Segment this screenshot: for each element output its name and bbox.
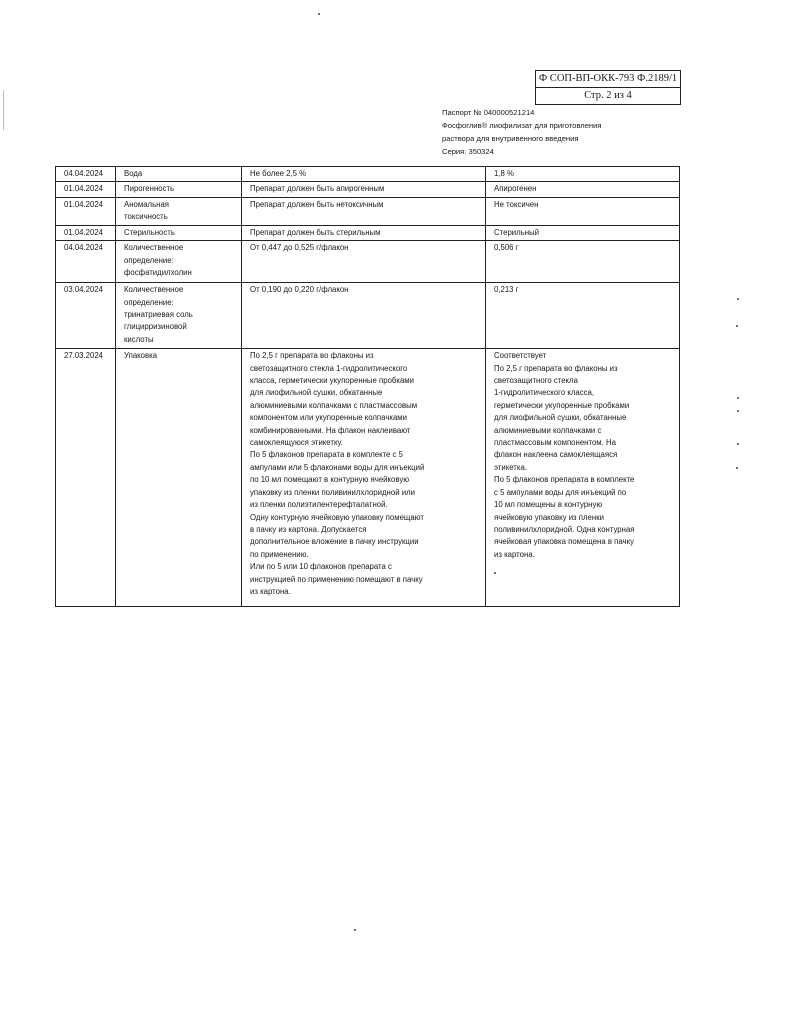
form-code: Ф СОП-ВП-ОКК-793 Ф.2189/1 [538,73,678,84]
scan-speck [737,443,739,445]
cell-spec: Препарат должен быть нетоксичным [242,197,486,225]
cell-spec: От 0,190 до 0,220 г/флакон [242,283,486,349]
cell-result: Соответствует По 2,5 г препарата во флаконы из светозащитного стекла 1-гидролитического класса, герметически укупоренные пробками для лиофильной сушки, обкатанные алюминиевыми колпачками с пластмассовым компонентом. На флакон наклеена самоклеящаяся этикетка. По 5 флаконов препарата в комплекте с 5 ампулами воды для инъекций по 10 мл помещены в контурную ячейковую упаковку из пленки поливинилхлоридной. Одна контурная ячейковая упаковка помещена в пачку из картона. [486,349,680,607]
scan-speck [494,572,496,574]
cell-spec: По 2,5 г препарата во флаконы из светозащитного стекла 1-гидролитического класса, герметически укупоренные пробками для лиофильной сушки, обкатанные алюминиевыми колпачками с пластмассовым компонентом или укупоренные колпачками комбинированными. На флакон наклеивают самоклеящуюся этикетку. По 5 флаконов препарата в комплекте с 5 ампулами или 5 флаконами воды для инъекций по 10 мл помещают в контурную ячейковую упаковку из пленки поливинилхлоридной или из пленки полиэтилентерефталатной. Одну контурную ячейковую упаковку помещают в пачку из картона. Допускается дополнительное вложение в пачку инструкции по применению. Или по 5 или 10 флаконов препарата с инструкцией по применению помещают в пачку из картона. [242,349,486,607]
table-row [56,197,680,225]
cell-result: 1,8 % [486,167,680,182]
cell-test: Количественное определение: тринатриевая соль глицирризиновой кислоты [116,283,242,349]
scan-speck [736,467,738,469]
cell-spec: Препарат должен быть стерильным [242,225,486,240]
page-number: Стр. 2 из 4 [536,87,680,104]
cell-result: Не токсичен [486,197,680,225]
scan-speck [737,410,739,412]
cell-date: 04.04.2024 [56,241,116,283]
scan-speck [737,397,739,399]
cell-spec: Препарат должен быть апирогенным [242,182,486,197]
table-row [56,349,680,607]
table-row [56,241,680,283]
cell-result: Апирогенен [486,182,680,197]
form-code-box [535,70,681,105]
table-row [56,182,680,197]
cell-date: 01.04.2024 [56,182,116,197]
scan-speck [737,298,739,300]
scan-speck [736,325,738,327]
cell-spec: Не более 2,5 % [242,167,486,182]
passport-number: Паспорт № 040000521214 [442,108,535,117]
product-name-line2: раствора для внутривенного введения [442,134,579,143]
table-row [56,283,680,349]
cell-test: Количественное определение: фосфатидилхолин [116,241,242,283]
cell-result: Стерильный [486,225,680,240]
product-name-line1: Фосфоглив® лиофилизат для приготовления [442,121,602,130]
passport-header [442,106,601,158]
cell-test: Упаковка [116,349,242,607]
cell-date: 27.03.2024 [56,349,116,607]
cell-date: 04.04.2024 [56,167,116,182]
cell-test: Аномальная токсичность [116,197,242,225]
scan-speck [318,13,320,15]
cell-test: Вода [116,167,242,182]
cell-date: 01.04.2024 [56,225,116,240]
series-number: Серия: 350324 [442,147,494,156]
scan-speck [354,929,356,931]
cell-date: 01.04.2024 [56,197,116,225]
cell-spec: От 0,447 до 0,525 г/флакон [242,241,486,283]
table-row [56,225,680,240]
cell-result: 0,213 г [486,283,680,349]
table-row [56,167,680,182]
cell-test: Пирогенность [116,182,242,197]
cell-result: 0,506 г [486,241,680,283]
cell-test: Стерильность [116,225,242,240]
scan-speck [3,90,4,130]
cell-date: 03.04.2024 [56,283,116,349]
test-results-table [55,166,680,607]
